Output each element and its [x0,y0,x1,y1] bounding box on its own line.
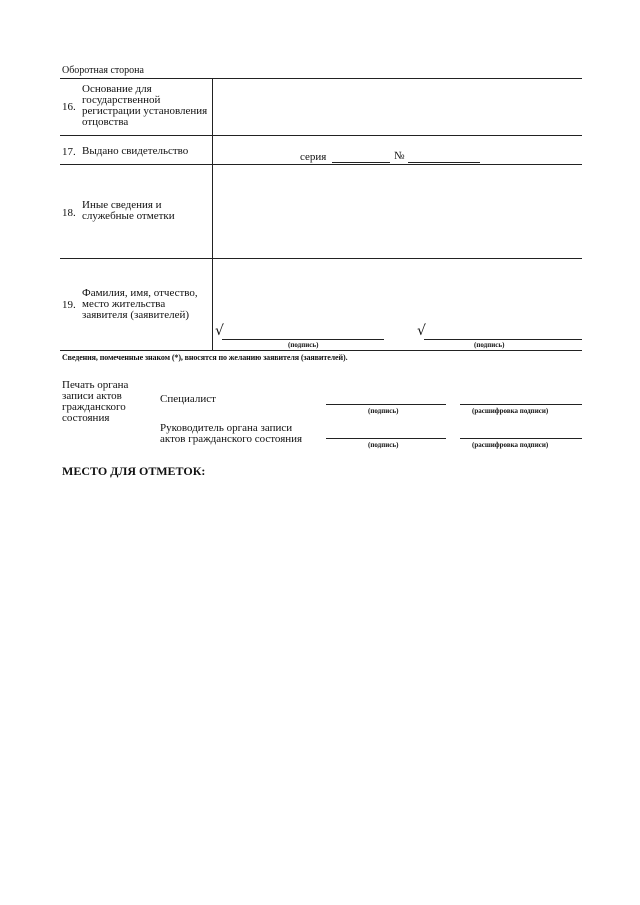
head-role: Руководитель органа записи актов гражданского состояния [160,422,303,445]
checkmark-icon: √ [215,323,224,339]
head-name-field[interactable] [460,438,582,439]
head-signature-field[interactable] [326,438,446,439]
row-16-label: Основание для государственной регистрации установления отцовства [82,83,208,128]
row-16-number: 16. [62,101,76,113]
row-16-value-field[interactable] [214,80,580,134]
head-signature-caption: (подпись) [368,441,399,449]
footnote: Сведения, помеченные знаком (*), вносятся по желанию заявителя (заявителей). [62,353,348,362]
row-19-number: 19. [62,299,76,311]
marks-area[interactable] [60,482,582,882]
table-bottom-border [60,350,582,351]
certificate-series-label: серия [300,151,327,163]
certificate-number-label: № [394,150,405,162]
row-17-label: Выдано свидетельство [82,145,189,157]
certificate-number-field[interactable] [408,162,480,163]
specialist-name-caption: (расшифровка подписи) [472,407,549,415]
specialist-role: Специалист [160,393,216,405]
signature-caption: (подпись) [474,341,505,349]
applicant-signature-1-field[interactable] [222,339,384,340]
certificate-series-field[interactable] [332,162,390,163]
row-divider [60,258,582,259]
checkmark-icon: √ [417,323,426,339]
column-divider [212,78,213,350]
stamp-placeholder-text: Печать органа записи актов гражданского состояния [62,379,129,424]
row-18-label: Иные сведения и служебные отметки [82,199,175,222]
page-side-caption: Оборотная сторона [62,65,144,76]
table-top-border [60,78,582,79]
specialist-name-field[interactable] [460,404,582,405]
row-18-number: 18. [62,207,76,219]
specialist-signature-caption: (подпись) [368,407,399,415]
marks-section-title: МЕСТО ДЛЯ ОТМЕТОК: [62,464,206,478]
signature-caption: (подпись) [288,341,319,349]
specialist-signature-field[interactable] [326,404,446,405]
head-name-caption: (расшифровка подписи) [472,441,549,449]
row-17-number: 17. [62,146,76,158]
row-divider [60,135,582,136]
row-18-value-field[interactable] [214,166,580,256]
row-19-label: Фамилия, имя, отчество, место жительства заявителя (заявителей) [82,287,198,321]
row-divider [60,164,582,165]
applicant-signature-2-field[interactable] [424,339,582,340]
